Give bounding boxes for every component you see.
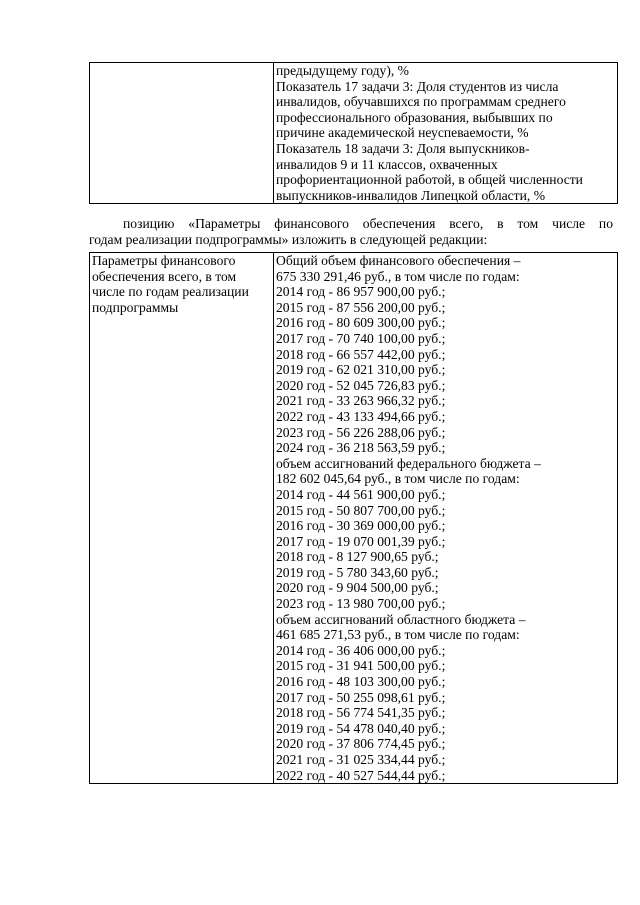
indicator-line: причине академической неуспеваемости, % [276,125,529,141]
indicator-line: профориентационной работой, в общей численности [276,172,583,188]
indicator-line: профессионального образования, выбывших по [276,109,553,125]
financing-line: 2020 год - 37 806 774,45 руб.; [276,736,446,752]
financing-line: 2015 год - 50 807 700,00 руб.; [276,502,446,518]
financing-line: 2023 год - 56 226 288,06 руб.; [276,424,446,440]
indicators-table [89,62,618,204]
financing-label-line: числе по годам реализации [92,284,249,300]
financing-line: 2014 год - 86 957 900,00 руб.; [276,284,446,300]
paragraph-line: годам реализации подпрограммы» изложить в следующей редакции: [89,232,488,247]
financing-label-line: обеспечения всего, в том [92,268,237,284]
financing-line: 2022 год - 40 527 544,44 руб.; [276,767,446,783]
financing-line: 2018 год - 56 774 541,35 руб.; [276,705,446,721]
financing-line: 2017 год - 50 255 098,61 руб.; [276,689,446,705]
financing-table [89,252,618,784]
financing-line: 2019 год - 5 780 343,60 руб.; [276,564,439,580]
financing-line: 2015 год - 87 556 200,00 руб.; [276,299,446,315]
financing-line: объем ассигнований федерального бюджета – [276,455,541,471]
indicator-line: Показатель 17 задачи 3: Доля студентов из числа [276,78,559,94]
financing-label-line: подпрограммы [92,299,179,315]
financing-line: 2015 год - 31 941 500,00 руб.; [276,658,446,674]
financing-line: 2018 год - 8 127 900,65 руб.; [276,549,439,565]
financing-line: 2024 год - 36 218 563,59 руб.; [276,440,446,456]
paragraph-line: позицию «Параметры финансового обеспечения всего, в том числе по [123,216,613,231]
financing-line: 2023 год - 13 980 700,00 руб.; [276,596,446,612]
financing-line: 2014 год - 36 406 000,00 руб.; [276,642,446,658]
financing-line: 2020 год - 52 045 726,83 руб.; [276,377,446,393]
table-row [90,63,618,204]
financing-line: 2019 год - 62 021 310,00 руб.; [276,362,446,378]
financing-line: объем ассигнований областного бюджета – [276,611,526,627]
amendment-paragraph [89,216,613,248]
indicator-line: предыдущему году), % [276,63,409,78]
financing-line: 2019 год - 54 478 040,40 руб.; [276,720,446,736]
financing-line: 2016 год - 30 369 000,00 руб.; [276,518,446,534]
financing-line: 675 330 291,46 руб., в том числе по годам: [276,268,520,284]
indicator-line: выпускников-инвалидов Липецкой области, % [276,187,546,203]
indicator-line: Показатель 18 задачи 3: Доля выпускников- [276,140,530,156]
financing-line: 2018 год - 66 557 442,00 руб.; [276,346,446,362]
table-row [90,253,618,784]
financing-line: 2014 год - 44 561 900,00 руб.; [276,486,446,502]
indicators-right-cell [274,63,618,204]
financing-line: 2022 год - 43 133 494,66 руб.; [276,408,446,424]
indicator-line: инвалидов, обучавшихся по программам среднего [276,94,566,110]
indicators-left-cell [90,63,274,204]
indicator-line: инвалидов 9 и 11 классов, охваченных [276,156,498,172]
financing-line: 2017 год - 70 740 100,00 руб.; [276,330,446,346]
financing-line: 2017 год - 19 070 001,39 руб.; [276,533,446,549]
financing-line: 2016 год - 48 103 300,00 руб.; [276,674,446,690]
financing-line: 2016 год - 80 609 300,00 руб.; [276,315,446,331]
financing-line: 182 602 045,64 руб., в том числе по годам: [276,471,520,487]
financing-line: 2021 год - 33 263 966,32 руб.; [276,393,446,409]
financing-line: 461 685 271,53 руб., в том числе по годам: [276,627,520,643]
financing-values-cell [274,253,618,784]
financing-line: 2021 год - 31 025 334,44 руб.; [276,752,446,767]
financing-line: Общий объем финансового обеспечения – [276,253,521,268]
financing-label-line: Параметры финансового [92,253,236,268]
financing-label-cell [90,253,274,784]
financing-line: 2020 год - 9 904 500,00 руб.; [276,580,439,596]
